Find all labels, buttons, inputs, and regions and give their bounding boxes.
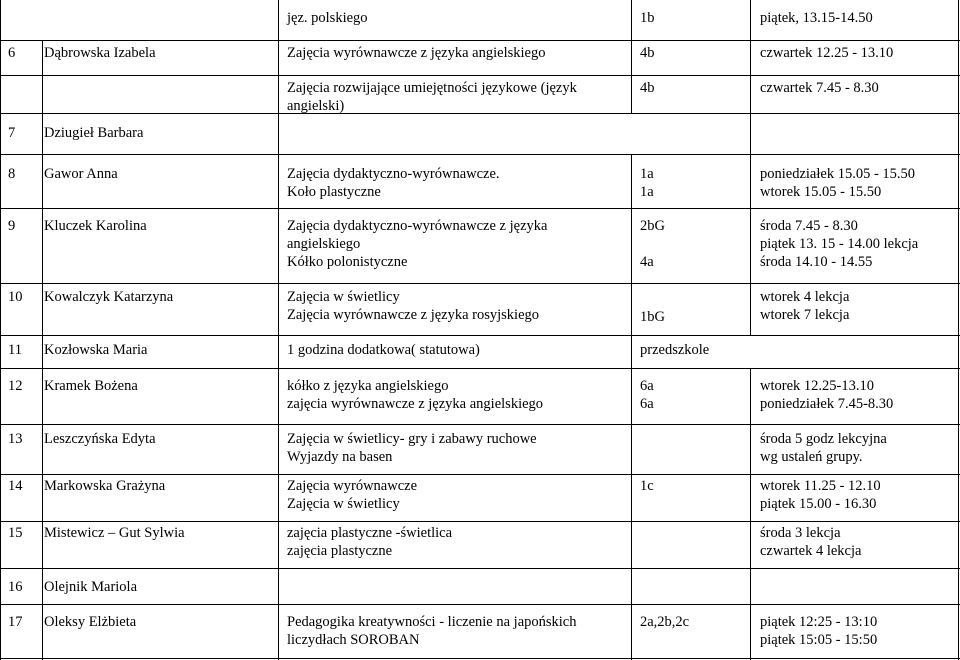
- time-slot: piątek 13. 15 - 14.00 lekcja: [760, 236, 919, 252]
- activity-line: Pedagogika kreatywności - liczenie na japońskich: [287, 614, 577, 630]
- teacher-name: Kramek Bożena: [44, 378, 138, 394]
- teacher-name: Dąbrowska Izabela: [44, 45, 156, 61]
- table-rule: [0, 368, 960, 369]
- table-rule: [0, 604, 960, 605]
- time-slot: wtorek 7 lekcja: [760, 307, 850, 323]
- class-label: 2a,2b,2c: [640, 614, 690, 630]
- activity-line: Kółko polonistyczne: [287, 254, 408, 270]
- table-rule: [0, 658, 960, 659]
- activity-line: Zajęcia wyrównawcze: [287, 478, 418, 494]
- time-slot: środa 3 lekcja: [760, 525, 841, 541]
- time-slot: piątek 15:05 - 15:50: [760, 632, 878, 648]
- time-slot: piątek 12:25 - 13:10: [760, 614, 878, 630]
- row-number: 8: [8, 166, 16, 182]
- activity-line: Koło plastyczne: [287, 184, 381, 200]
- teacher-name: Markowska Grażyna: [44, 478, 166, 494]
- activity-line: angielski): [287, 98, 345, 114]
- time-slot: środa 7.45 - 8.30: [760, 218, 858, 234]
- column-rule: [750, 0, 751, 335]
- activity-line: Zajęcia dydaktyczno-wyrównawcze z języka: [287, 218, 548, 234]
- column-rule: [42, 40, 43, 660]
- time-slot: piątek 15.00 - 16.30: [760, 496, 877, 512]
- class-label: 6a: [640, 396, 654, 412]
- activity-line: Zajęcia wyrównawcze z języka rosyjskiego: [287, 307, 540, 323]
- activity-line: Zajęcia rozwijające umiejętności językowe (język: [287, 80, 577, 96]
- teacher-name: Kozłowska Maria: [44, 342, 148, 358]
- time-slot: wg ustaleń grupy.: [760, 449, 863, 465]
- teacher-name: Kowalczyk Katarzyna: [44, 289, 174, 305]
- time-slot: wtorek 11.25 - 12.10: [760, 478, 881, 494]
- row-number: 16: [8, 579, 23, 595]
- row-number: 14: [8, 478, 23, 494]
- activity-line: jęz. polskiego: [287, 10, 368, 26]
- time-slot: czwartek 12.25 - 13.10: [760, 45, 894, 61]
- teacher-name: Olejnik Mariola: [44, 579, 138, 595]
- table-rule: [0, 474, 960, 475]
- class-label: przedszkole: [640, 342, 710, 358]
- time-slot: piątek, 13.15-14.50: [760, 10, 873, 26]
- row-number: 13: [8, 431, 23, 447]
- column-rule: [278, 0, 279, 660]
- row-number: 9: [8, 218, 16, 234]
- activity-line: 1 godzina dodatkowa( statutowa): [287, 342, 480, 358]
- table-rule: [0, 75, 960, 76]
- table-rule: [0, 40, 960, 41]
- row-number: 6: [8, 45, 16, 61]
- row-number: 17: [8, 614, 23, 630]
- time-slot: wtorek 12.25-13.10: [760, 378, 874, 394]
- class-label: 2bG: [640, 218, 665, 234]
- table-rule: [0, 283, 960, 284]
- table-rule: [0, 568, 960, 569]
- table-rule: [0, 335, 960, 336]
- table-rule: [0, 424, 960, 425]
- column-rule: [0, 0, 1, 660]
- time-slot: czwartek 7.45 - 8.30: [760, 80, 879, 96]
- column-rule: [631, 0, 632, 113]
- activity-line: Zajęcia wyrównawcze z języka angielskiego: [287, 45, 546, 61]
- teacher-name: Gawor Anna: [44, 166, 118, 182]
- activity-line: angielskiego: [287, 236, 361, 252]
- class-label: 4b: [640, 45, 655, 61]
- row-number: 7: [8, 125, 16, 141]
- activity-line: Zajęcia w świetlicy: [287, 289, 400, 305]
- activity-line: Zajęcia dydaktyczno-wyrównawcze.: [287, 166, 500, 182]
- table-rule: [0, 113, 960, 114]
- activity-line: liczydłach SOROBAN: [287, 632, 420, 648]
- class-label: 6a: [640, 378, 654, 394]
- time-slot: wtorek 15.05 - 15.50: [760, 184, 882, 200]
- row-number: 12: [8, 378, 23, 394]
- class-label: 4a: [640, 254, 654, 270]
- time-slot: środa 5 godz lekcyjna: [760, 431, 887, 447]
- class-label: 4b: [640, 80, 655, 96]
- class-label: 1bG: [640, 309, 665, 325]
- column-rule: [631, 154, 632, 660]
- row-number: 15: [8, 525, 23, 541]
- activity-line: zajęcia plastyczne: [287, 543, 393, 559]
- teacher-name: Dziugieł Barbara: [44, 125, 144, 141]
- activity-line: Wyjazdy na basen: [287, 449, 393, 465]
- column-rule: [750, 368, 751, 660]
- teacher-name: Oleksy Elżbieta: [44, 614, 137, 630]
- row-number: 11: [8, 342, 22, 358]
- class-label: 1c: [640, 478, 654, 494]
- time-slot: poniedziałek 15.05 - 15.50: [760, 166, 916, 182]
- activity-line: Zajęcia w świetlicy: [287, 496, 400, 512]
- teacher-name: Leszczyńska Edyta: [44, 431, 156, 447]
- time-slot: poniedziałek 7.45-8.30: [760, 396, 894, 412]
- activity-line: zajęcia wyrównawcze z języka angielskiego: [287, 396, 544, 412]
- row-number: 10: [8, 289, 23, 305]
- activity-line: Zajęcia w świetlicy- gry i zabawy ruchowe: [287, 431, 537, 447]
- class-label: 1a: [640, 166, 654, 182]
- class-label: 1b: [640, 10, 655, 26]
- column-rule: [958, 0, 959, 660]
- activity-line: kółko z języka angielskiego: [287, 378, 449, 394]
- time-slot: środa 14.10 - 14.55: [760, 254, 873, 270]
- teacher-name: Mistewicz – Gut Sylwia: [44, 525, 185, 541]
- time-slot: czwartek 4 lekcja: [760, 543, 862, 559]
- table-rule: [0, 154, 960, 155]
- class-label: 1a: [640, 184, 654, 200]
- table-rule: [0, 208, 960, 209]
- teacher-name: Kluczek Karolina: [44, 218, 147, 234]
- activity-line: zajęcia plastyczne -świetlica: [287, 525, 453, 541]
- table-rule: [0, 521, 960, 522]
- time-slot: wtorek 4 lekcja: [760, 289, 850, 305]
